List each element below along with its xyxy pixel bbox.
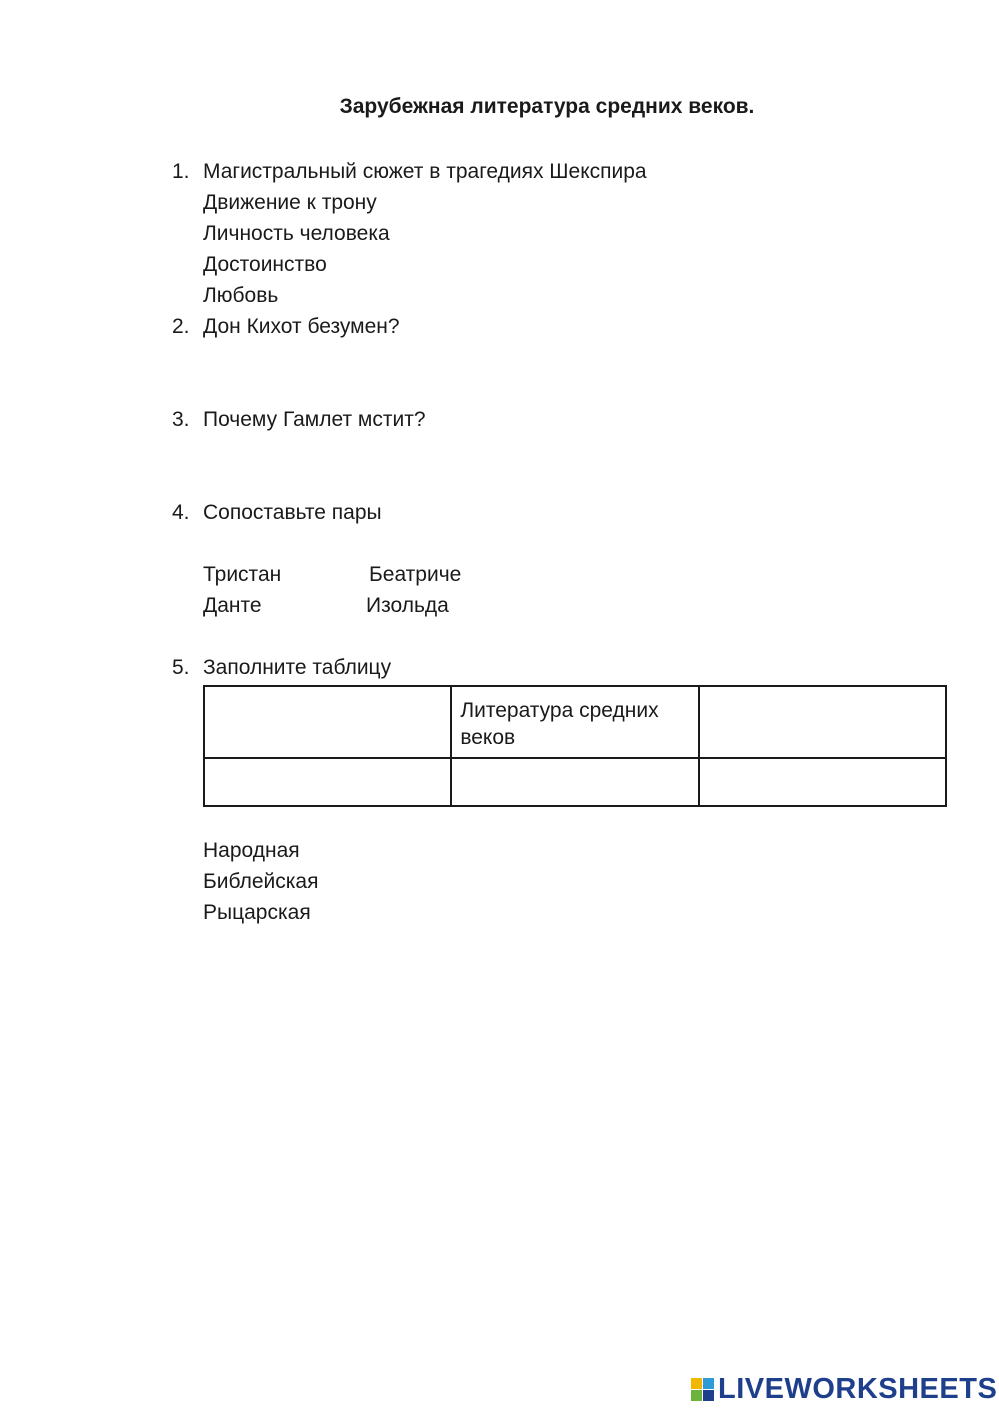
pair-left-item[interactable]: Тристан [203,563,282,586]
page-title: Зарубежная литература средних веков. [339,95,755,118]
table-row [204,686,946,758]
q5-option[interactable]: Библейская [203,870,319,893]
q3-number: 3. [172,408,190,431]
table-cell-header: Литература средних веков [451,686,698,758]
fill-in-table [203,685,947,807]
q5-option[interactable]: Народная [203,839,300,862]
q1-option[interactable]: Достоинство [203,253,327,276]
table-cell-drop-target[interactable] [699,686,946,758]
table-cell-drop-target[interactable] [204,686,451,758]
q1-option[interactable]: Любовь [203,284,279,307]
table-cell-drop-target[interactable] [699,758,946,806]
pair-right-item[interactable]: Беатриче [369,563,462,586]
table-row [204,758,946,806]
q5-option[interactable]: Рыцарская [203,901,311,924]
table-cell-drop-target[interactable] [451,758,698,806]
q1-option[interactable]: Личность человека [203,222,390,245]
q5-text: Заполните таблицу [203,656,392,679]
q5-number: 5. [172,656,190,679]
liveworksheets-logo-icon [691,1378,714,1401]
brand-logo [691,1372,997,1406]
q1-text: Магистральный сюжет в трагедиях Шекспира [203,160,647,183]
q1-option[interactable]: Движение к трону [203,191,377,214]
q2-number: 2. [172,315,190,338]
q2-text: Дон Кихот безумен? [203,315,400,338]
q4-number: 4. [172,501,190,524]
table-cell-drop-target[interactable] [204,758,451,806]
brand-name: LIVEWORKSHEETS [718,1372,998,1405]
q3-text: Почему Гамлет мстит? [203,408,426,431]
pair-left-item[interactable]: Данте [203,594,262,617]
q1-number: 1. [172,160,190,183]
pair-right-item[interactable]: Изольда [366,594,449,617]
q4-text: Сопоставьте пары [203,501,382,524]
